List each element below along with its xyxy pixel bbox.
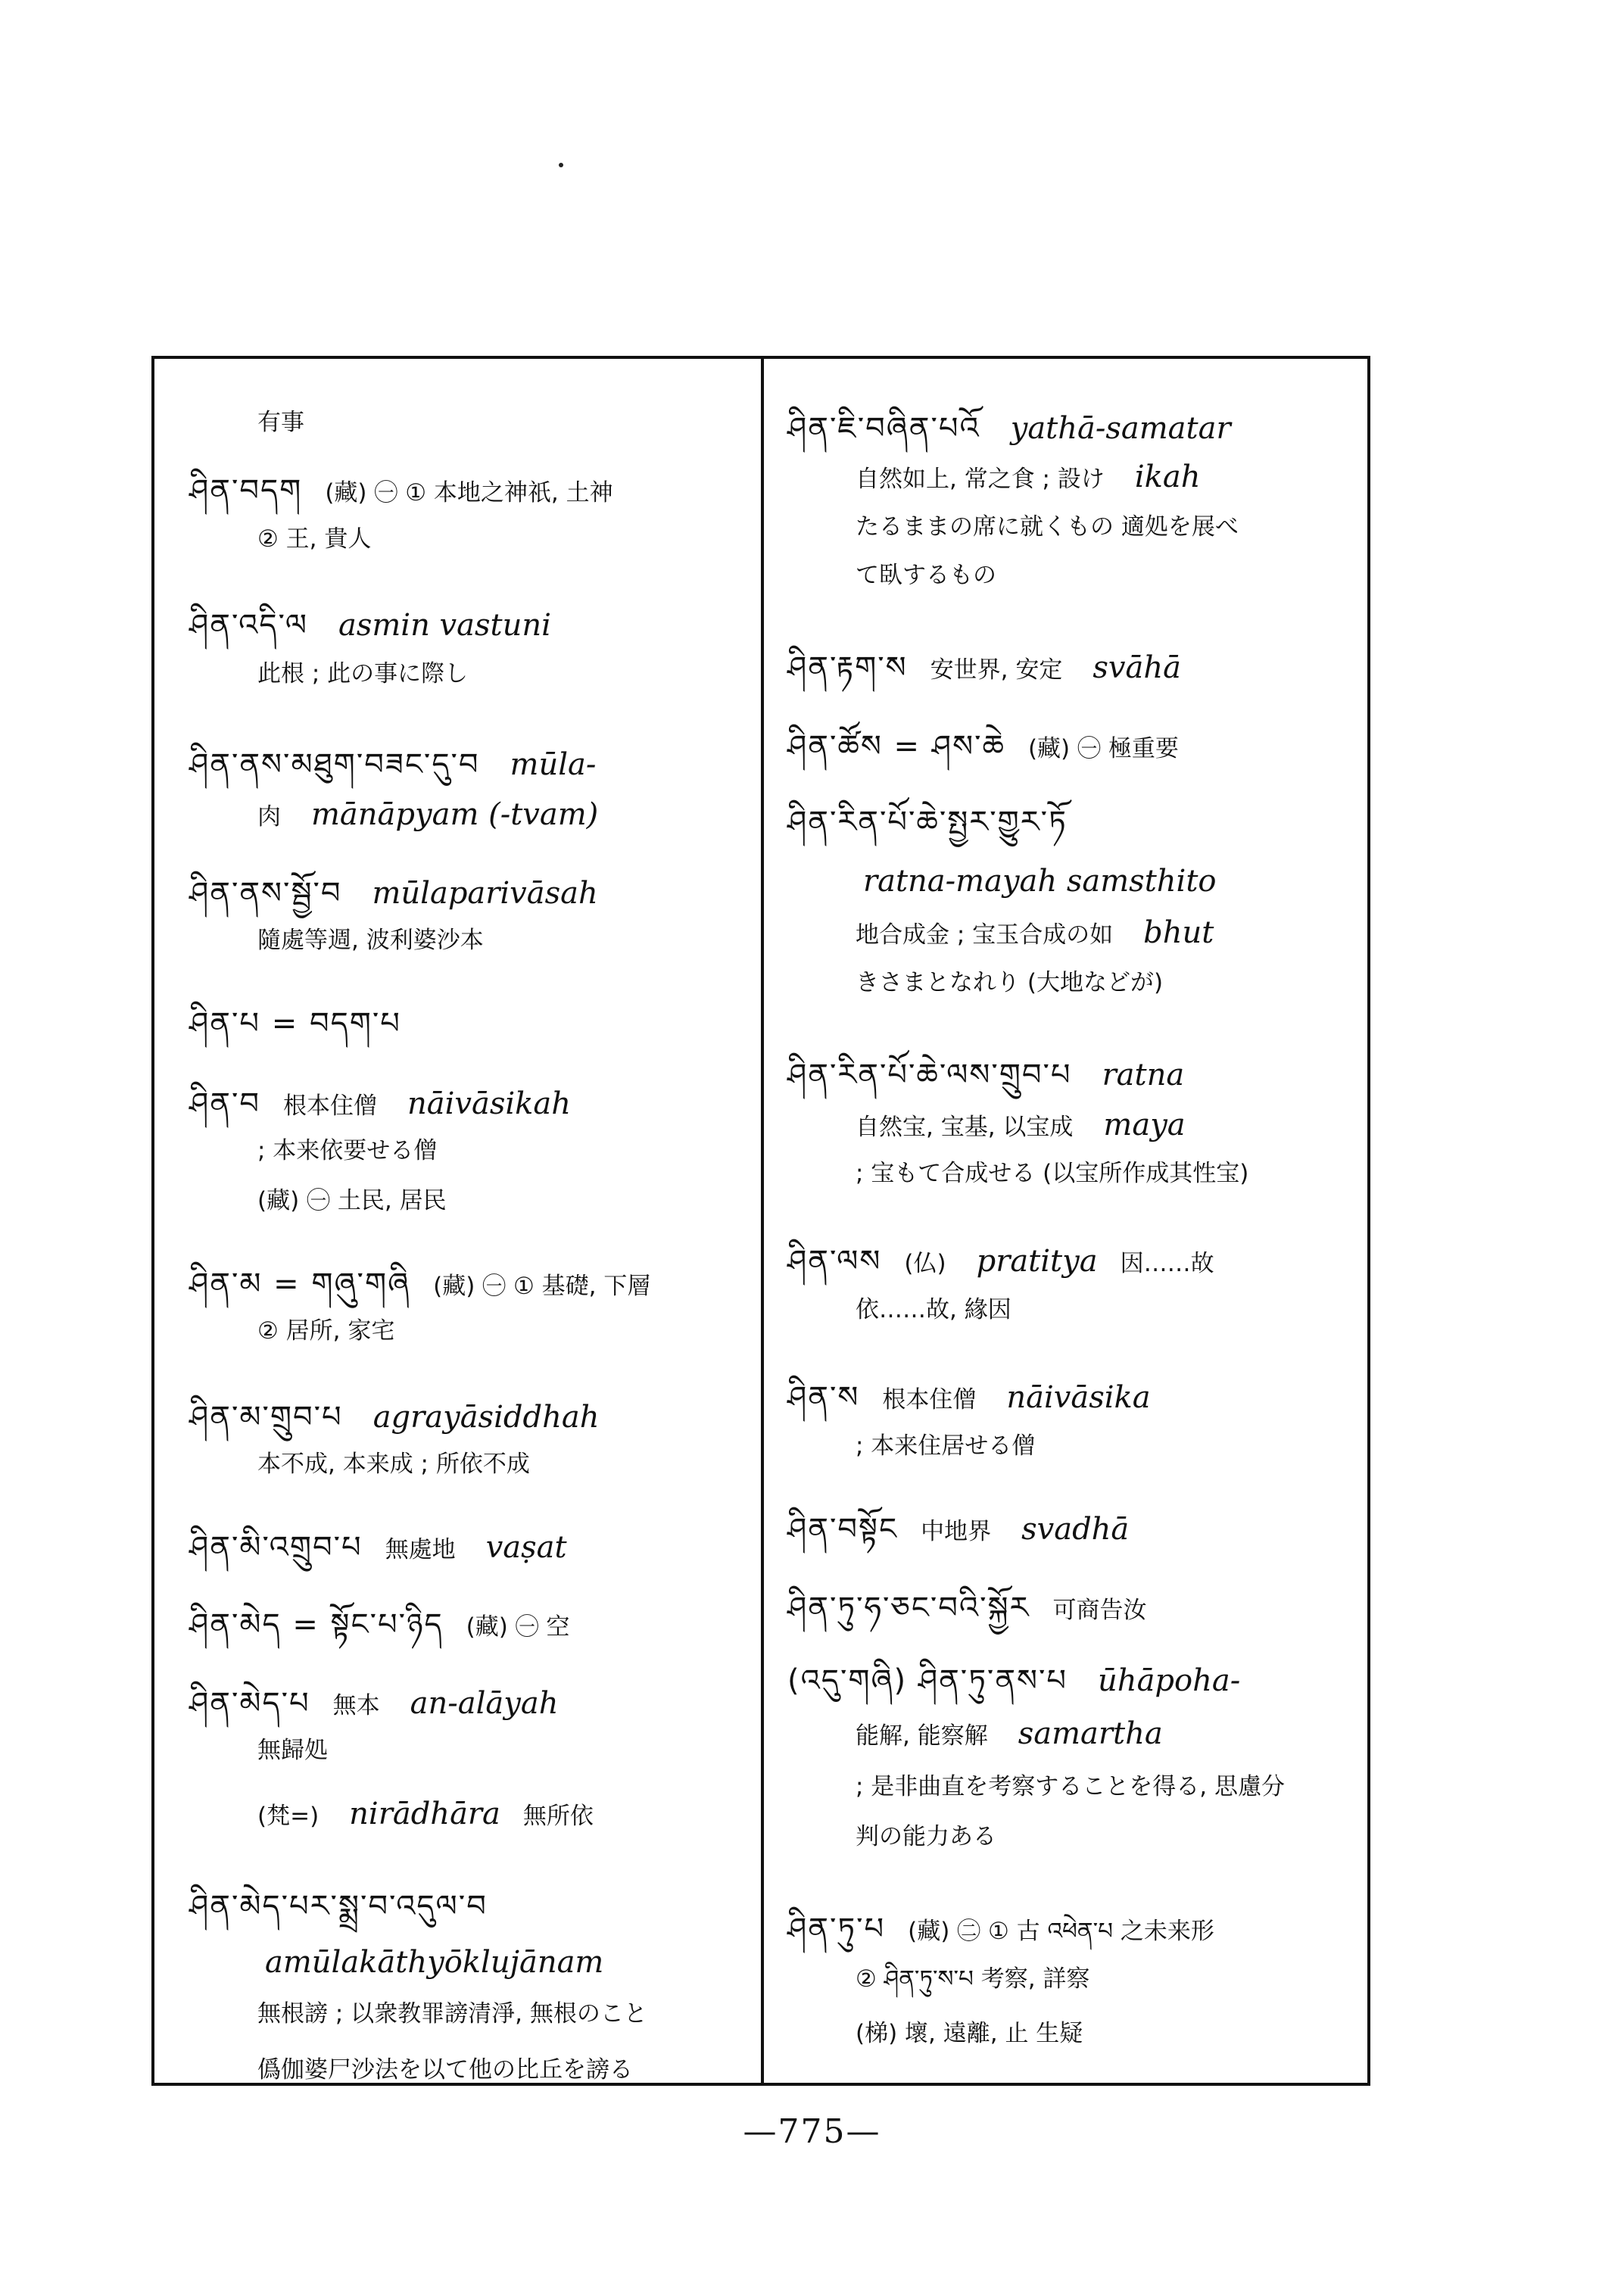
entry-line [787, 1158, 1248, 1189]
tibetan-headword: ཤིན་ཏུ་ཧ་ཅང་བའི་སྐྱོར [787, 1591, 1030, 1625]
tibetan-headword: ཤིན་མེད་པར་སྨྲ་བ་འདུལ་བ [189, 1889, 488, 1924]
sanskrit-equivalent: an-alāyah [410, 1686, 559, 1721]
sanskrit-equivalent: ratna [1102, 1058, 1185, 1092]
japanese-gloss: ② 居所, 家宅 [257, 1317, 395, 1345]
japanese-gloss: 能解, 能察解 [856, 1722, 988, 1750]
entry-line [787, 1663, 1241, 1698]
entry-line [189, 2055, 633, 2085]
sanskrit-equivalent: mūla- [510, 747, 597, 782]
speck-mark [559, 163, 563, 167]
sanskrit-equivalent: nāivāsika [1006, 1380, 1151, 1415]
entry-line [787, 1431, 1035, 1461]
sanskrit-equivalent: bhut [1143, 915, 1214, 950]
entry-line [787, 1964, 1089, 1994]
entry-line [787, 807, 1068, 840]
japanese-gloss: 因……故 [1120, 1250, 1214, 1277]
entry-line [787, 1914, 1214, 1946]
japanese-gloss: 根本住僧 [882, 1386, 977, 1413]
japanese-gloss: (藏) ㊀ ① 本地之神祇, 土神 [325, 479, 613, 506]
sanskrit-equivalent: nāivāsikah [407, 1086, 572, 1121]
japanese-gloss: 依……故, 緣因 [856, 1296, 1011, 1323]
entry-line [787, 650, 1181, 685]
tibetan-headword: ཤིན་རིན་པོ་ཆེ་སྤྱར་གྱུར་ཏོ [787, 805, 1068, 840]
entry-line [189, 1688, 558, 1721]
japanese-gloss: ; 本来依要せる僧 [257, 1137, 438, 1164]
entry-line [787, 731, 1179, 764]
japanese-gloss: (藏) ㊀ 極重要 [1027, 735, 1179, 762]
tibetan-headword: ཤིན་ནས་མཐུག་བཟང་དུ་བ [189, 747, 480, 782]
entry-line [787, 462, 1201, 494]
sanskrit-equivalent: svadhā [1021, 1512, 1130, 1547]
sanskrit-equivalent: amūlakāthyōklujānam [265, 1945, 604, 1980]
tibetan-headword: ཤིན་ཚོས = ཤས་ཆེ [787, 729, 1005, 764]
japanese-gloss: て臥するもの [856, 562, 996, 589]
japanese-gloss: 地合成金 ; 宝玉合成の如 [856, 921, 1114, 949]
japanese-gloss: (仏) [904, 1250, 946, 1277]
entry-line [189, 1316, 394, 1346]
japanese-gloss: (梵=) [257, 1803, 320, 1830]
japanese-gloss: 無處地 [385, 1536, 456, 1563]
entry-line [189, 878, 598, 911]
japanese-gloss: ; 本来住居せる僧 [856, 1432, 1036, 1460]
tibetan-headword: ཤིན་རྟག་ས [787, 650, 908, 685]
sanskrit-equivalent: maya [1103, 1108, 1186, 1142]
entry-line [189, 1186, 447, 1216]
entry-line [787, 413, 1231, 446]
japanese-gloss: ; 是非曲直を考察することを得る, 思慮分 [856, 1773, 1286, 1800]
sanskrit-equivalent: pratitya [976, 1244, 1098, 1279]
entry-line [787, 1246, 1214, 1279]
japanese-gloss: 判の能力ある [856, 1823, 996, 1850]
tibetan-headword: ཤིན་འདི་ལ [189, 608, 308, 643]
japanese-gloss: たるままの席に就くもの 適処を展べ [856, 513, 1239, 541]
entry-line [787, 1295, 1011, 1325]
entry-line [787, 1772, 1285, 1802]
japanese-gloss: 根本住僧 [283, 1092, 377, 1120]
japanese-gloss: 有事 [257, 409, 304, 436]
japanese-gloss: (藏) ㊀ 空 [466, 1613, 570, 1641]
entry-line [787, 1110, 1186, 1142]
entry-line [189, 1891, 488, 1924]
entry-line [189, 1947, 603, 1980]
entry-line [787, 968, 1163, 998]
tibetan-headword: ཤིན་མེད་པ [189, 1686, 310, 1721]
japanese-gloss: 無歸処 [257, 1737, 328, 1764]
tibetan-headword: ཤིན་པ = བདག་པ [189, 1006, 401, 1041]
tibetan-headword: ཤིན་མེད = སྟོང་པ་ཉིད [189, 1607, 444, 1642]
japanese-gloss: 僞伽婆尸沙法を以て他の比丘を謗る [257, 2056, 633, 2084]
japanese-gloss: きさまとなれり (大地などが) [856, 969, 1164, 996]
tibetan-headword: ཤིན་ཏུ་པ [787, 1912, 886, 1946]
entry-line [189, 659, 468, 689]
sanskrit-equivalent: agrayāsiddhah [372, 1400, 600, 1435]
entry-line [787, 560, 996, 591]
entry-line [787, 1060, 1184, 1092]
tibetan-headword: ཤིན་བདག [189, 473, 303, 508]
japanese-gloss: 自然宝, 宝基, 以宝成 [856, 1114, 1074, 1141]
entry-line [189, 1999, 647, 2029]
entry-line [189, 925, 484, 955]
entry-line [189, 1449, 530, 1479]
entry-line [189, 1136, 437, 1166]
sanskrit-equivalent: yathā-samatar [1010, 411, 1231, 446]
tibetan-headword: ཤིན་བསྟོང [787, 1512, 899, 1547]
entry-line [787, 512, 1239, 542]
column-divider [761, 356, 764, 2086]
entry-line [787, 1716, 1163, 1751]
japanese-gloss: 可商告汝 [1052, 1597, 1147, 1624]
japanese-gloss: 此根 ; 此の事に際し [257, 660, 469, 687]
tibetan-headword: ཤིན་མ་གྲུབ་པ [189, 1400, 343, 1435]
entry-line [787, 866, 1216, 899]
japanese-gloss: (藏) ㊁ ① 古 འཕེན་པ 之未来形 [908, 1918, 1214, 1945]
japanese-gloss: 安世界, 安定 [930, 656, 1063, 684]
japanese-gloss: 無根謗 ; 以衆教罪謗清淨, 無根のこと [257, 2000, 647, 2028]
sanskrit-equivalent: samartha [1018, 1716, 1163, 1751]
japanese-gloss: ② 王, 貴人 [257, 525, 372, 553]
sanskrit-equivalent: ratna-mayah samsthito [863, 864, 1217, 899]
entry-line [189, 747, 597, 782]
tibetan-headword: ཤིན་མ = གཞུ་གཞི [189, 1267, 411, 1301]
entry-line [787, 1822, 996, 1852]
tibetan-headword: (འདུ་གཞི) ཤིན་ཏུ་ནས་པ [787, 1663, 1068, 1698]
tibetan-headword: ཤིན་མི་འགྲུབ་པ [189, 1530, 363, 1565]
japanese-gloss: ; 宝もて合成せる (以宝所作成其性宝) [856, 1160, 1249, 1187]
entry-line [189, 407, 304, 438]
entry-line [189, 799, 598, 832]
entry-line [189, 1735, 328, 1766]
japanese-gloss: 中地界 [921, 1518, 992, 1545]
tibetan-headword: ཤིན་བ [189, 1086, 260, 1121]
entry-line [787, 1382, 1151, 1415]
entry-line [189, 1532, 567, 1565]
entry-line [787, 2018, 1083, 2049]
tibetan-headword: ཤིན་ཇི་བཞིན་པའོ [787, 411, 980, 446]
entry-line [189, 1799, 594, 1831]
japanese-gloss: 自然如上, 常之食 ; 設け [856, 466, 1105, 493]
japanese-gloss: 肉 [257, 803, 281, 831]
tibetan-headword: ཤིན་རིན་པོ་ཆེ་ལས་གྲུབ་པ [787, 1058, 1072, 1092]
entry-line [189, 475, 613, 508]
japanese-gloss: ② ཤིན་ཏུ་ས་པ 考察, 詳察 [856, 1965, 1090, 1993]
sanskrit-equivalent: asmin vastuni [338, 608, 551, 643]
entry-line [189, 1269, 650, 1301]
japanese-gloss: 無所依 [522, 1803, 594, 1830]
entry-line [787, 915, 1214, 950]
japanese-gloss: 隨處等週, 波利婆沙本 [257, 927, 484, 954]
sanskrit-equivalent: svāhā [1093, 650, 1181, 685]
tibetan-headword: ཤིན་ནས་སྦྱོ་བ [189, 876, 342, 911]
entry-line [189, 524, 371, 554]
sanskrit-equivalent: mānāpyam (-tvam) [311, 797, 599, 832]
entry-line [189, 610, 551, 643]
japanese-gloss: (梯) 壞, 遠離, 止 生疑 [856, 2020, 1083, 2047]
sanskrit-equivalent: mūlaparivāsah [372, 876, 598, 911]
entry-line [189, 1086, 572, 1121]
entry-line [189, 1402, 599, 1435]
japanese-gloss: (藏) ㊀ ① 基礎, 下層 [433, 1273, 651, 1300]
page-number: —775— [743, 2112, 881, 2151]
entry-line [189, 1607, 570, 1642]
sanskrit-equivalent: ikah [1134, 460, 1201, 494]
tibetan-headword: ཤིན་ས [787, 1380, 860, 1415]
sanskrit-equivalent: nirādhāra [349, 1797, 500, 1831]
tibetan-headword: ཤིན་ལས [787, 1244, 882, 1279]
entry-line [787, 1514, 1129, 1547]
japanese-gloss: (藏) ㊀ 土民, 居民 [257, 1187, 447, 1214]
japanese-gloss: 無本 [332, 1692, 380, 1719]
sanskrit-equivalent: vaṣat [485, 1530, 567, 1565]
sanskrit-equivalent: ūhāpoha- [1098, 1663, 1241, 1698]
entry-line [787, 1593, 1146, 1625]
entry-line [189, 1008, 401, 1041]
japanese-gloss: 本不成, 本来成 ; 所依不成 [257, 1451, 530, 1478]
